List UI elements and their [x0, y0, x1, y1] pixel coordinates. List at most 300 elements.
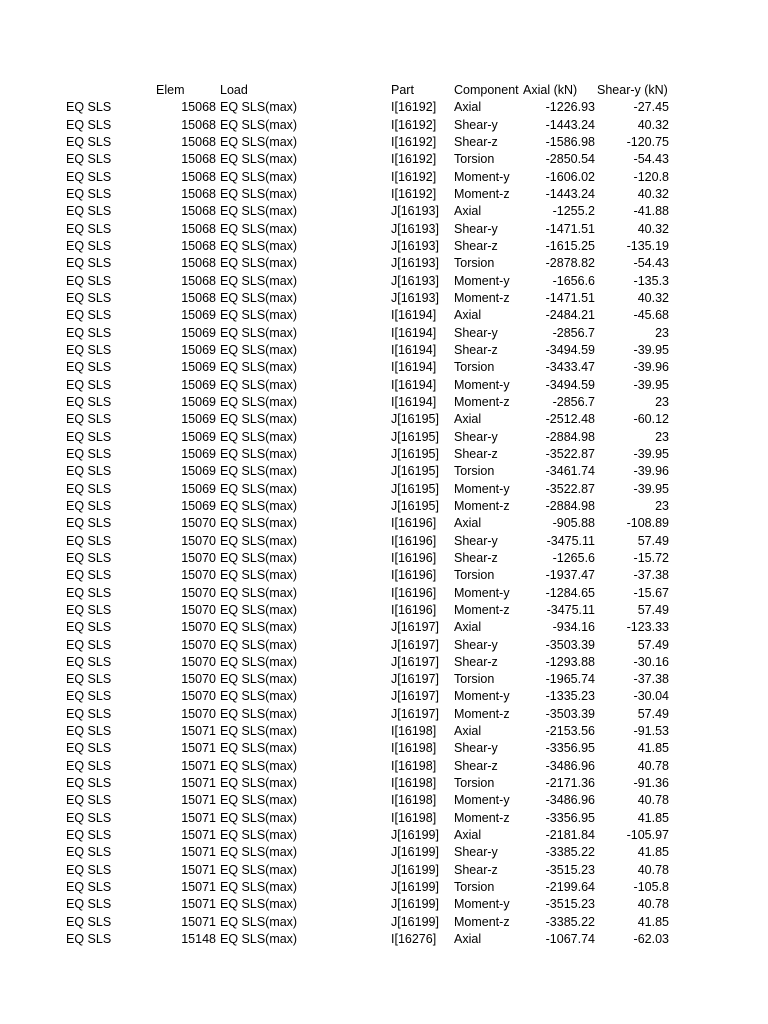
cell-case: EQ SLS [66, 862, 112, 877]
cell-component: Axial [454, 100, 482, 115]
table-row [0, 844, 768, 861]
cell-elem: 15070 [181, 568, 216, 583]
table-row [0, 411, 768, 428]
cell-component: Moment-z [454, 914, 510, 929]
cell-component: Moment-z [454, 290, 510, 305]
cell-shear-y: -45.68 [633, 308, 669, 323]
cell-load: EQ SLS(max) [220, 741, 298, 756]
cell-axial: -3486.96 [545, 758, 595, 773]
cell-shear-y: -37.38 [633, 672, 669, 687]
cell-load: EQ SLS(max) [220, 585, 298, 600]
cell-part: I[16192] [391, 134, 437, 149]
cell-axial: -3461.74 [545, 464, 595, 479]
cell-axial: -2856.7 [552, 325, 595, 340]
cell-elem: 15071 [181, 914, 216, 929]
cell-case: EQ SLS [66, 221, 112, 236]
cell-shear-y: -15.67 [633, 585, 669, 600]
cell-elem: 15068 [181, 221, 216, 236]
cell-case: EQ SLS [66, 169, 112, 184]
table-row [0, 255, 768, 272]
cell-part: J[16195] [391, 412, 439, 427]
table-row [0, 723, 768, 740]
cell-elem: 15071 [181, 776, 216, 791]
cell-component: Moment-z [454, 498, 510, 513]
cell-component: Moment-z [454, 706, 510, 721]
cell-shear-y: -135.19 [626, 238, 669, 253]
cell-elem: 15070 [181, 654, 216, 669]
cell-component: Moment-y [454, 689, 510, 704]
cell-shear-y: 23 [655, 325, 669, 340]
cell-shear-y: -39.96 [633, 464, 669, 479]
cell-axial: -1937.47 [545, 568, 595, 583]
cell-elem: 15069 [181, 446, 216, 461]
cell-axial: -3494.59 [545, 377, 595, 392]
cell-elem: 15071 [181, 741, 216, 756]
cell-case: EQ SLS [66, 481, 112, 496]
cell-component: Shear-z [454, 654, 498, 669]
cell-elem: 15071 [181, 724, 216, 739]
cell-axial: -1471.51 [545, 221, 595, 236]
table-row [0, 342, 768, 359]
cell-axial: -1255.2 [552, 204, 595, 219]
cell-axial: -1293.88 [545, 654, 595, 669]
cell-component: Shear-y [454, 429, 498, 444]
cell-part: J[16195] [391, 429, 439, 444]
cell-shear-y: 40.32 [637, 186, 669, 201]
header-component: Component [454, 83, 519, 97]
table-row [0, 273, 768, 290]
cell-shear-y: 40.32 [637, 117, 669, 132]
table-row [0, 671, 768, 688]
cell-case: EQ SLS [66, 533, 112, 548]
cell-elem: 15069 [181, 360, 216, 375]
cell-axial: -2850.54 [545, 152, 595, 167]
cell-case: EQ SLS [66, 689, 112, 704]
cell-shear-y: -105.97 [626, 828, 669, 843]
cell-case: EQ SLS [66, 117, 112, 132]
cell-load: EQ SLS(max) [220, 880, 298, 895]
cell-load: EQ SLS(max) [220, 134, 298, 149]
cell-case: EQ SLS [66, 568, 112, 583]
cell-elem: 15070 [181, 533, 216, 548]
cell-component: Shear-y [454, 117, 498, 132]
cell-load: EQ SLS(max) [220, 845, 298, 860]
cell-component: Moment-z [454, 394, 510, 409]
table-row [0, 325, 768, 342]
cell-part: I[16198] [391, 810, 437, 825]
cell-elem: 15069 [181, 412, 216, 427]
cell-load: EQ SLS(max) [220, 914, 298, 929]
cell-case: EQ SLS [66, 204, 112, 219]
table-row [0, 862, 768, 879]
cell-load: EQ SLS(max) [220, 117, 298, 132]
cell-part: I[16276] [391, 932, 437, 947]
cell-part: I[16198] [391, 724, 437, 739]
cell-load: EQ SLS(max) [220, 394, 298, 409]
cell-elem: 15071 [181, 880, 216, 895]
cell-case: EQ SLS [66, 880, 112, 895]
cell-elem: 15068 [181, 134, 216, 149]
cell-axial: -2171.36 [545, 776, 595, 791]
cell-component: Shear-z [454, 134, 498, 149]
table-body [0, 99, 768, 948]
cell-elem: 15068 [181, 256, 216, 271]
cell-load: EQ SLS(max) [220, 568, 298, 583]
cell-axial: -3385.22 [545, 845, 595, 860]
cell-elem: 15068 [181, 290, 216, 305]
cell-axial: -3385.22 [545, 914, 595, 929]
cell-component: Moment-y [454, 273, 510, 288]
table-row [0, 203, 768, 220]
cell-part: I[16198] [391, 741, 437, 756]
cell-load: EQ SLS(max) [220, 412, 298, 427]
cell-case: EQ SLS [66, 308, 112, 323]
cell-shear-y: 40.78 [637, 758, 669, 773]
cell-case: EQ SLS [66, 256, 112, 271]
table-row [0, 307, 768, 324]
cell-part: I[16196] [391, 585, 437, 600]
cell-component: Axial [454, 516, 482, 531]
cell-load: EQ SLS(max) [220, 672, 298, 687]
cell-shear-y: -54.43 [633, 256, 669, 271]
cell-shear-y: 23 [655, 429, 669, 444]
header-load: Load [220, 83, 248, 97]
cell-component: Shear-z [454, 550, 498, 565]
cell-component: Axial [454, 932, 482, 947]
cell-part: J[16199] [391, 897, 439, 912]
cell-case: EQ SLS [66, 273, 112, 288]
header-part: Part [391, 83, 414, 97]
cell-load: EQ SLS(max) [220, 152, 298, 167]
cell-component: Moment-y [454, 585, 510, 600]
cell-shear-y: -123.33 [626, 620, 669, 635]
cell-component: Axial [454, 724, 482, 739]
cell-component: Shear-z [454, 758, 498, 773]
table-row [0, 585, 768, 602]
cell-part: I[16196] [391, 550, 437, 565]
cell-case: EQ SLS [66, 810, 112, 825]
cell-part: J[16199] [391, 828, 439, 843]
table-row [0, 602, 768, 619]
cell-shear-y: -120.8 [633, 169, 669, 184]
cell-axial: -3475.11 [546, 602, 595, 617]
table-row [0, 792, 768, 809]
table-row [0, 896, 768, 913]
cell-part: J[16199] [391, 845, 439, 860]
cell-shear-y: 41.85 [637, 845, 669, 860]
cell-axial: -1226.93 [545, 100, 595, 115]
cell-part: J[16197] [391, 706, 439, 721]
cell-shear-y: -120.75 [626, 134, 669, 149]
cell-load: EQ SLS(max) [220, 464, 298, 479]
cell-axial: -3356.95 [545, 810, 595, 825]
cell-component: Torsion [454, 776, 495, 791]
cell-case: EQ SLS [66, 429, 112, 444]
cell-axial: -1606.02 [545, 169, 595, 184]
table-row [0, 688, 768, 705]
cell-part: I[16192] [391, 186, 437, 201]
cell-part: I[16192] [391, 169, 437, 184]
cell-axial: -1471.51 [545, 290, 595, 305]
cell-axial: -1335.23 [545, 689, 595, 704]
cell-elem: 15068 [181, 152, 216, 167]
cell-load: EQ SLS(max) [220, 186, 298, 201]
cell-case: EQ SLS [66, 550, 112, 565]
cell-component: Torsion [454, 880, 495, 895]
cell-elem: 15069 [181, 308, 216, 323]
cell-axial: -3515.23 [545, 897, 595, 912]
cell-axial: -3503.39 [545, 637, 595, 652]
cell-shear-y: -135.3 [633, 273, 669, 288]
cell-load: EQ SLS(max) [220, 273, 298, 288]
cell-component: Shear-y [454, 845, 498, 860]
cell-case: EQ SLS [66, 602, 112, 617]
cell-case: EQ SLS [66, 186, 112, 201]
cell-load: EQ SLS(max) [220, 429, 298, 444]
cell-load: EQ SLS(max) [220, 516, 298, 531]
cell-component: Torsion [454, 152, 495, 167]
cell-component: Axial [454, 412, 482, 427]
cell-elem: 15069 [181, 464, 216, 479]
cell-component: Shear-y [454, 533, 498, 548]
cell-load: EQ SLS(max) [220, 221, 298, 236]
cell-case: EQ SLS [66, 498, 112, 513]
table-row [0, 619, 768, 636]
table-row [0, 481, 768, 498]
cell-case: EQ SLS [66, 290, 112, 305]
table-row [0, 637, 768, 654]
cell-part: I[16192] [391, 117, 437, 132]
cell-component: Torsion [454, 360, 495, 375]
cell-component: Shear-z [454, 862, 498, 877]
cell-component: Axial [454, 308, 482, 323]
cell-component: Moment-z [454, 810, 510, 825]
cell-component: Axial [454, 828, 482, 843]
cell-axial: -2884.98 [545, 498, 595, 513]
cell-elem: 15070 [181, 602, 216, 617]
cell-component: Moment-y [454, 377, 510, 392]
cell-part: J[16193] [391, 204, 439, 219]
cell-component: Torsion [454, 672, 495, 687]
cell-part: J[16195] [391, 446, 439, 461]
cell-case: EQ SLS [66, 446, 112, 461]
cell-part: J[16197] [391, 672, 439, 687]
cell-shear-y: 57.49 [637, 533, 669, 548]
cell-axial: -2484.21 [545, 308, 595, 323]
cell-axial: -905.88 [552, 516, 595, 531]
cell-axial: -1443.24 [545, 186, 595, 201]
cell-component: Moment-y [454, 793, 510, 808]
cell-elem: 15068 [181, 273, 216, 288]
cell-axial: -1443.24 [545, 117, 595, 132]
cell-axial: -2199.64 [545, 880, 595, 895]
cell-part: I[16198] [391, 776, 437, 791]
cell-component: Shear-y [454, 221, 498, 236]
table-row [0, 186, 768, 203]
cell-load: EQ SLS(max) [220, 550, 298, 565]
table-row [0, 169, 768, 186]
cell-part: J[16199] [391, 862, 439, 877]
cell-elem: 15070 [181, 550, 216, 565]
cell-axial: -1284.65 [545, 585, 595, 600]
cell-axial: -1965.74 [545, 672, 595, 687]
cell-part: I[16194] [391, 377, 437, 392]
cell-load: EQ SLS(max) [220, 360, 298, 375]
cell-axial: -1067.74 [545, 932, 595, 947]
cell-part: J[16195] [391, 481, 439, 496]
cell-load: EQ SLS(max) [220, 481, 298, 496]
cell-elem: 15068 [181, 238, 216, 253]
cell-load: EQ SLS(max) [220, 689, 298, 704]
cell-load: EQ SLS(max) [220, 238, 298, 253]
cell-elem: 15068 [181, 117, 216, 132]
cell-part: J[16193] [391, 273, 439, 288]
cell-load: EQ SLS(max) [220, 204, 298, 219]
cell-elem: 15068 [181, 204, 216, 219]
cell-part: I[16192] [391, 100, 437, 115]
cell-load: EQ SLS(max) [220, 862, 298, 877]
table-row [0, 221, 768, 238]
cell-load: EQ SLS(max) [220, 776, 298, 791]
cell-part: I[16194] [391, 325, 437, 340]
cell-load: EQ SLS(max) [220, 325, 298, 340]
cell-axial: -3356.95 [545, 741, 595, 756]
cell-shear-y: -27.45 [633, 100, 669, 115]
cell-axial: -3475.11 [546, 533, 595, 548]
cell-shear-y: -91.53 [633, 724, 669, 739]
cell-component: Moment-y [454, 481, 510, 496]
cell-load: EQ SLS(max) [220, 637, 298, 652]
table-row [0, 740, 768, 757]
cell-shear-y: 57.49 [637, 602, 669, 617]
cell-part: I[16198] [391, 793, 437, 808]
cell-component: Moment-y [454, 897, 510, 912]
table-row [0, 463, 768, 480]
table-row [0, 134, 768, 151]
cell-shear-y: 41.85 [637, 741, 669, 756]
cell-load: EQ SLS(max) [220, 377, 298, 392]
cell-shear-y: -39.96 [633, 360, 669, 375]
cell-axial: -3503.39 [545, 706, 595, 721]
cell-part: J[16197] [391, 689, 439, 704]
cell-axial: -3522.87 [545, 446, 595, 461]
table-row [0, 99, 768, 116]
cell-load: EQ SLS(max) [220, 342, 298, 357]
cell-part: I[16192] [391, 152, 437, 167]
cell-axial: -3515.23 [545, 862, 595, 877]
cell-load: EQ SLS(max) [220, 810, 298, 825]
cell-elem: 15068 [181, 169, 216, 184]
cell-part: I[16194] [391, 360, 437, 375]
cell-case: EQ SLS [66, 637, 112, 652]
cell-shear-y: 40.32 [637, 221, 669, 236]
cell-load: EQ SLS(max) [220, 706, 298, 721]
cell-component: Moment-z [454, 602, 510, 617]
cell-load: EQ SLS(max) [220, 932, 298, 947]
cell-case: EQ SLS [66, 828, 112, 843]
cell-case: EQ SLS [66, 585, 112, 600]
cell-axial: -2878.82 [545, 256, 595, 271]
cell-elem: 15069 [181, 481, 216, 496]
cell-axial: -2512.48 [545, 412, 595, 427]
table-row [0, 914, 768, 931]
cell-axial: -3522.87 [545, 481, 595, 496]
cell-shear-y: -30.04 [633, 689, 669, 704]
cell-shear-y: 41.85 [637, 914, 669, 929]
cell-case: EQ SLS [66, 464, 112, 479]
table-row [0, 827, 768, 844]
cell-axial: -2153.56 [545, 724, 595, 739]
table-row [0, 446, 768, 463]
table-row [0, 515, 768, 532]
cell-component: Torsion [454, 256, 495, 271]
table-row [0, 775, 768, 792]
cell-elem: 15069 [181, 429, 216, 444]
cell-load: EQ SLS(max) [220, 602, 298, 617]
table-row [0, 533, 768, 550]
cell-case: EQ SLS [66, 342, 112, 357]
cell-case: EQ SLS [66, 100, 112, 115]
cell-shear-y: -60.12 [633, 412, 669, 427]
cell-load: EQ SLS(max) [220, 724, 298, 739]
cell-shear-y: -30.16 [633, 654, 669, 669]
cell-axial: -1265.6 [552, 550, 595, 565]
cell-elem: 15070 [181, 516, 216, 531]
cell-elem: 15070 [181, 672, 216, 687]
cell-elem: 15070 [181, 689, 216, 704]
cell-load: EQ SLS(max) [220, 446, 298, 461]
cell-axial: -2856.7 [552, 394, 595, 409]
cell-case: EQ SLS [66, 932, 112, 947]
cell-shear-y: 23 [655, 394, 669, 409]
table-row [0, 550, 768, 567]
cell-load: EQ SLS(max) [220, 533, 298, 548]
cell-case: EQ SLS [66, 360, 112, 375]
cell-shear-y: -62.03 [633, 932, 669, 947]
cell-component: Torsion [454, 464, 495, 479]
cell-elem: 15071 [181, 862, 216, 877]
cell-load: EQ SLS(max) [220, 290, 298, 305]
cell-shear-y: -39.95 [633, 481, 669, 496]
cell-elem: 15148 [181, 932, 216, 947]
cell-elem: 15071 [181, 758, 216, 773]
cell-part: J[16193] [391, 221, 439, 236]
cell-case: EQ SLS [66, 516, 112, 531]
header-axial: Axial (kN) [523, 83, 578, 97]
cell-shear-y: -91.36 [633, 776, 669, 791]
cell-elem: 15071 [181, 897, 216, 912]
cell-shear-y: -41.88 [633, 204, 669, 219]
cell-case: EQ SLS [66, 620, 112, 635]
table-row [0, 567, 768, 584]
cell-component: Axial [454, 204, 482, 219]
header-elem: Elem [156, 83, 185, 97]
cell-axial: -2181.84 [545, 828, 595, 843]
cell-component: Shear-y [454, 325, 498, 340]
cell-part: I[16198] [391, 758, 437, 773]
cell-shear-y: -54.43 [633, 152, 669, 167]
cell-part: I[16196] [391, 516, 437, 531]
cell-elem: 15069 [181, 377, 216, 392]
cell-elem: 15069 [181, 394, 216, 409]
cell-axial: -3494.59 [545, 342, 595, 357]
cell-part: J[16193] [391, 290, 439, 305]
cell-case: EQ SLS [66, 134, 112, 149]
cell-part: J[16193] [391, 256, 439, 271]
cell-part: J[16197] [391, 620, 439, 635]
cell-case: EQ SLS [66, 654, 112, 669]
cell-part: J[16197] [391, 654, 439, 669]
